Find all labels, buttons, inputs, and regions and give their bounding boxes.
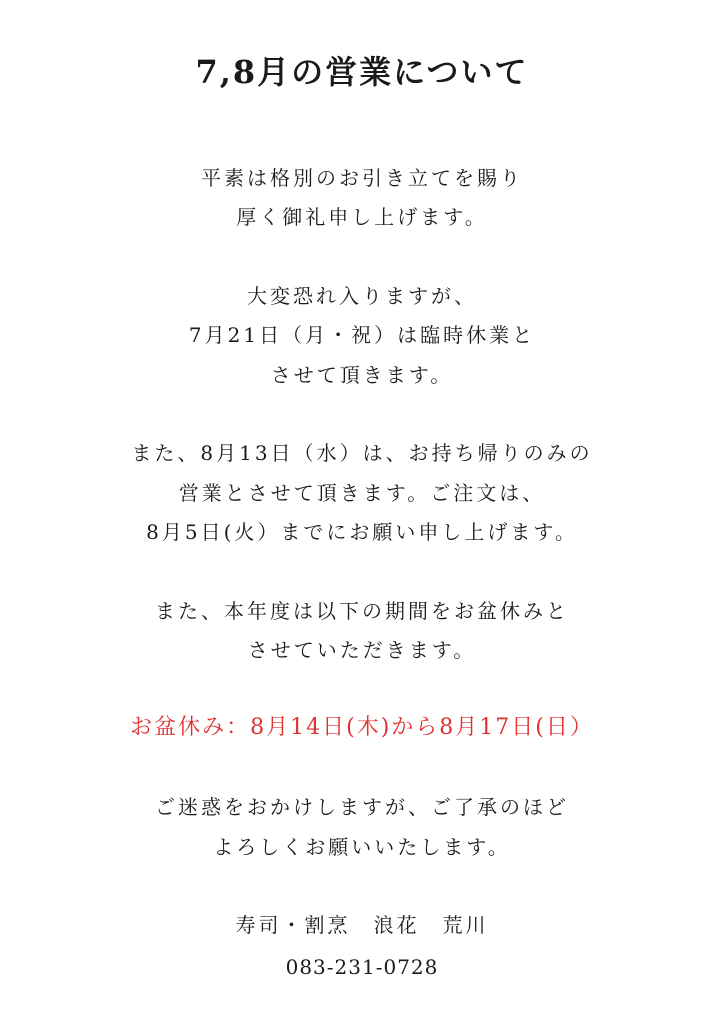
paragraph2-line1: 大変恐れ入りますが、 [247, 284, 477, 308]
phone-number: 083-231-0728 [285, 955, 439, 979]
paragraph2-line3: させて頂きます。 [270, 363, 454, 387]
paragraph3-line2: 営業とさせて頂きます。ご注文は、 [178, 481, 546, 505]
paragraph3-line1: また、8月13日（水）は、お持ち帰りのみの [131, 441, 593, 465]
paragraph4-line2: させていただきます。 [247, 638, 477, 662]
notice-title: 7,8月の営業について [195, 53, 529, 91]
obon-holiday-notice: お盆休み：8月14日(木)から8月17日(日） [130, 715, 594, 740]
paragraph2-line2: 7月21日（月・祝）は臨時休業と [188, 323, 536, 347]
shop-name: 寿司・割烹 浪花 荒川 [235, 913, 489, 937]
paragraph1-line2: 厚く御礼申し上げます。 [236, 205, 488, 229]
paragraph4-line1: また、本年度は以下の期間をお盆休みと [155, 599, 569, 623]
paragraph5-line2: よろしくお願いいたします。 [213, 835, 511, 859]
paragraph1-line1: 平素は格別のお引き立てを賜り [201, 166, 523, 190]
paragraph5-line1: ご迷惑をおかけしますが、ご了承のほど [155, 795, 569, 819]
paragraph3-line3: 8月5日(火）までにお願い申し上げます。 [146, 520, 578, 544]
